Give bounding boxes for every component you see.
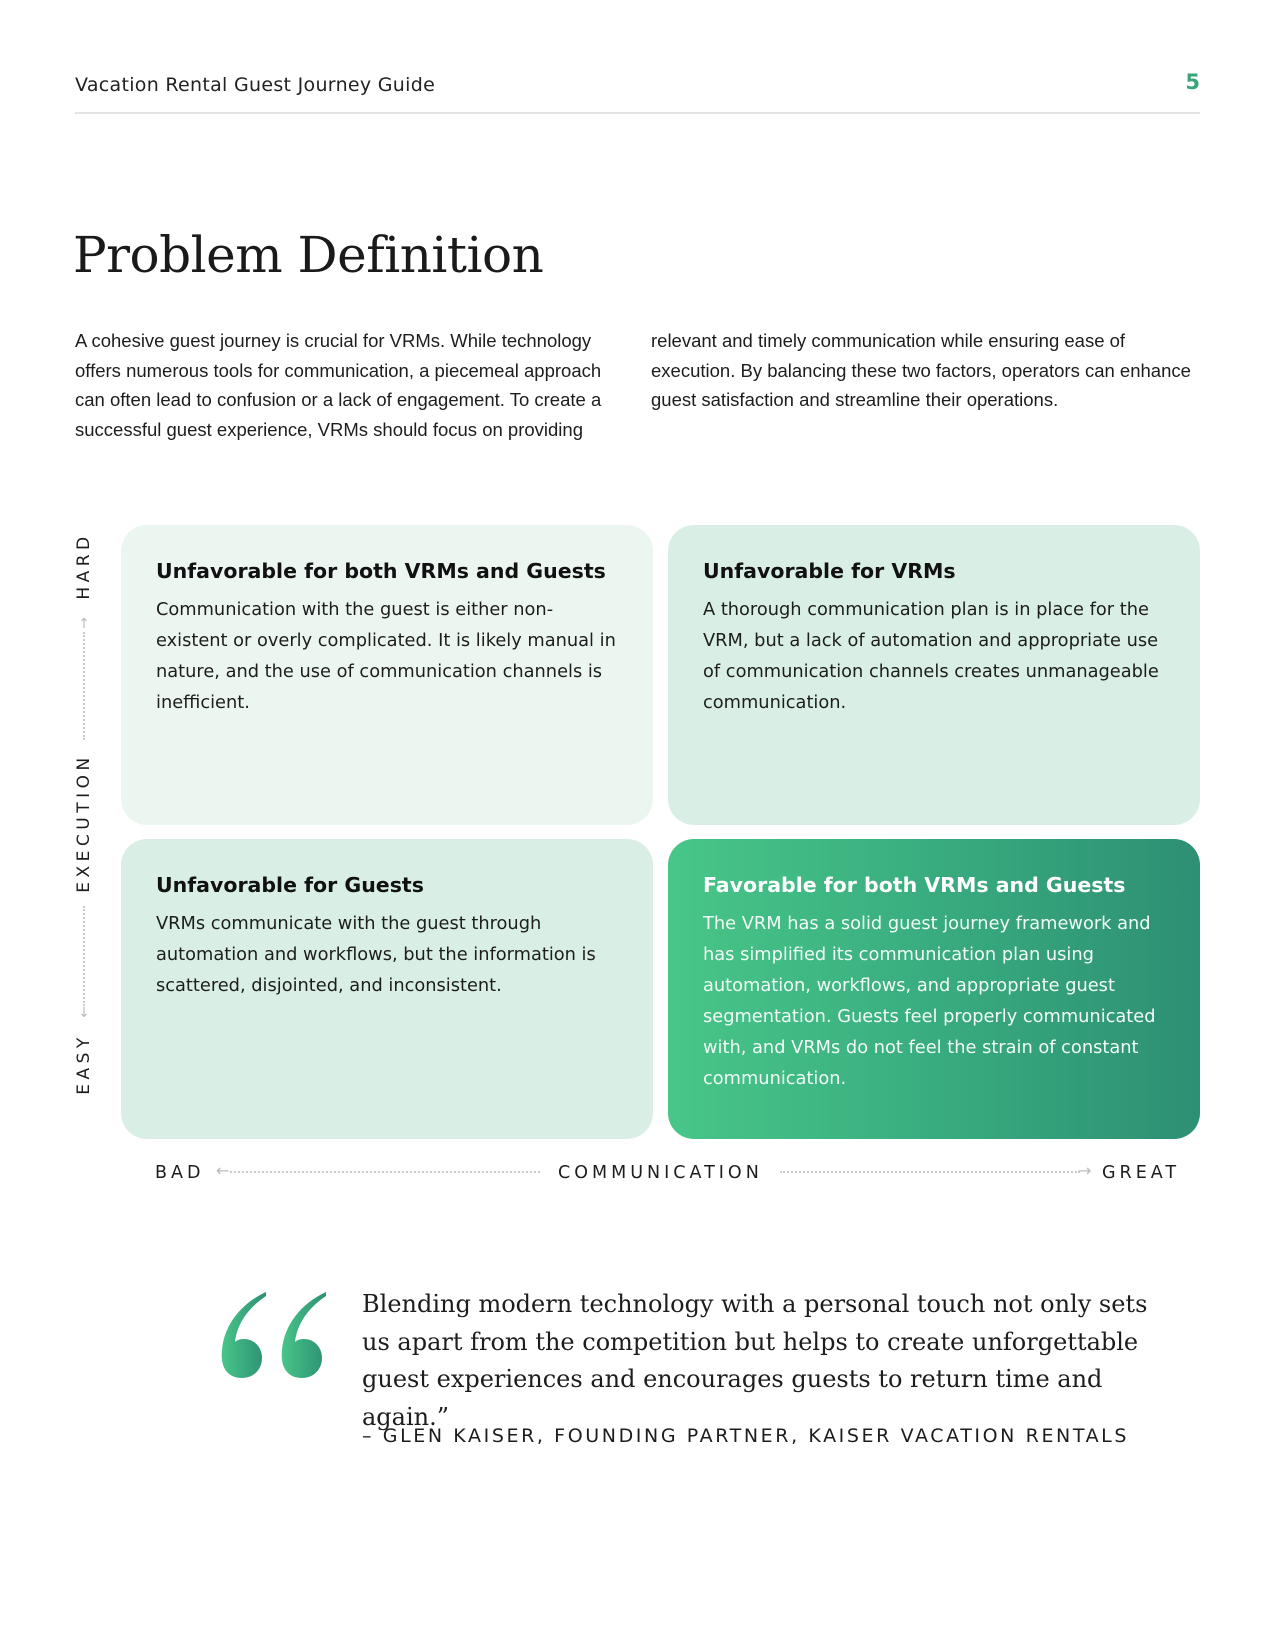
- x-axis-dotted-line-left: [230, 1171, 540, 1173]
- x-axis-dotted-line-right: [780, 1171, 1080, 1173]
- y-axis-bottom-label: EASY: [74, 1033, 94, 1095]
- quadrant-body: The VRM has a solid guest journey framework and has simplified its communication plan using automation, workflows, and appropriate guest segmentation. Guests feel properly communicated with, and VRMs do not feel the strain of constant communication.: [703, 913, 1156, 1089]
- arrow-up-icon: ↑: [78, 616, 90, 632]
- quadrant-title: Unfavorable for both VRMs and Guests: [156, 559, 606, 583]
- intro-column-right: relevant and timely communication while ensuring ease of execution. By balancing these two factors, operators can enhance guest satisfaction and streamline their operations.: [651, 330, 1191, 410]
- x-axis-right-label: GREAT: [1102, 1163, 1181, 1183]
- arrow-left-icon: ←: [216, 1161, 230, 1180]
- quadrant-body: VRMs communicate with the guest through automation and workflows, but the information is scattered, disjointed, and inconsistent.: [156, 913, 596, 996]
- quadrant-title: Unfavorable for VRMs: [703, 559, 956, 583]
- section-title: Problem Definition: [73, 226, 544, 284]
- quadrant-top-right: [668, 525, 1200, 825]
- page-number: 5: [1185, 70, 1200, 94]
- quadrant-bottom-left: [121, 839, 653, 1139]
- intro-column-left: A cohesive guest journey is crucial for VRMs. While technology offers numerous tools for communication, a piecemeal approach can often lead to confusion or a lack of engagement. To create a successful guest experience, VRMs should focus on providing: [75, 330, 602, 440]
- quadrant-top-left: [121, 525, 653, 825]
- arrow-right-icon: →: [1078, 1161, 1092, 1180]
- x-axis-left-label: BAD: [155, 1163, 205, 1183]
- testimonial-quote: Blending modern technology with a personal touch not only sets us apart from the competition but helps to create unforgettable guest experiences and encourages guests to return time and again.”: [362, 1290, 1148, 1431]
- quadrant-bottom-right: [668, 839, 1200, 1139]
- quadrant-body: A thorough communication plan is in place for the VRM, but a lack of automation and appropriate use of communication channels creates unmanageable communication.: [703, 599, 1159, 713]
- y-axis-dotted-line-lower: [83, 906, 85, 1006]
- quadrant-body: Communication with the guest is either non-existent or overly complicated. It is likely manual in nature, and the use of communication channels is inefficient.: [156, 599, 616, 713]
- x-axis-label: COMMUNICATION: [558, 1163, 763, 1183]
- y-axis-top-label: HARD: [74, 532, 94, 600]
- y-axis-label: EXECUTION: [74, 753, 94, 893]
- quote-icon: [218, 1290, 330, 1380]
- y-axis-dotted-line-upper: [83, 632, 85, 740]
- page-header: [75, 68, 1200, 114]
- arrow-down-icon: ↓: [78, 1005, 90, 1021]
- document-title: Vacation Rental Guest Journey Guide: [75, 74, 436, 96]
- testimonial-attribution: – GLEN KAISER, FOUNDING PARTNER, KAISER VACATION RENTALS: [362, 1425, 1130, 1447]
- quadrant-title: Favorable for both VRMs and Guests: [703, 873, 1126, 897]
- quadrant-title: Unfavorable for Guests: [156, 873, 424, 897]
